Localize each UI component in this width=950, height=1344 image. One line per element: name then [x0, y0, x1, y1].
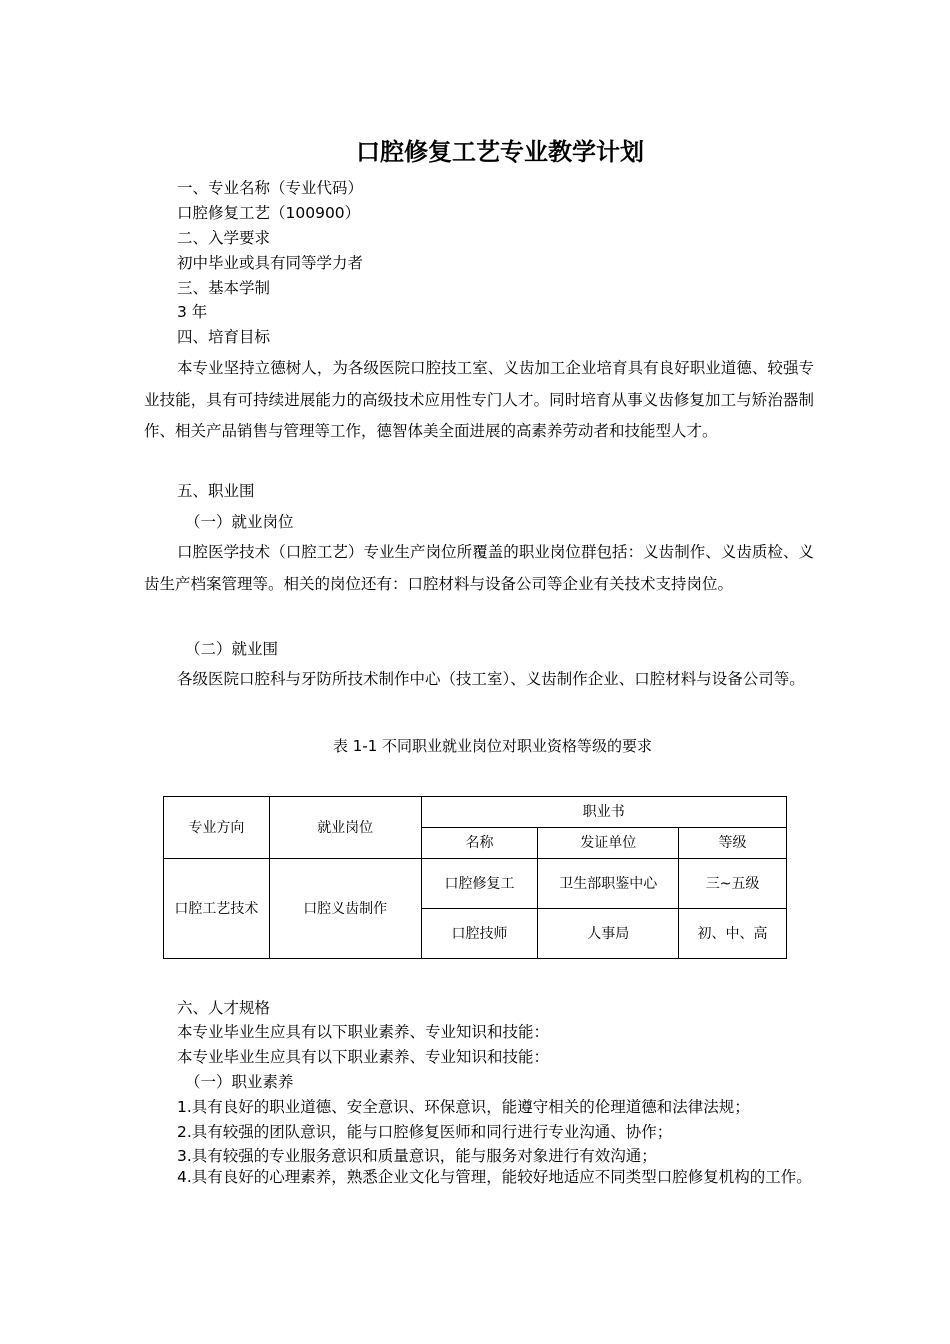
- section-5-heading: 五、职业围: [177, 482, 255, 500]
- table-row: [164, 859, 787, 909]
- header-name: 名称: [421, 828, 538, 859]
- header-post: 就业岗位: [269, 797, 421, 859]
- header-issuer: 发证单位: [538, 828, 679, 859]
- section-3-value: 3 年: [177, 303, 208, 321]
- cell-cert-issuer: 人事局: [538, 909, 679, 959]
- header-level: 等级: [679, 828, 787, 859]
- section-4-paragraph: 本专业坚持立德树人，为各级医院口腔技工室、义齿加工企业培育具有良好职业道德、较强专业技能，具有可持续进展能力的高级技术应用性专门人才。同时培育从事义齿修复加工与矫治器制作、相关产品销售与管理等工作，德智体美全面进展的高素养劳动者和技能型人才。: [144, 359, 814, 440]
- header-direction: 专业方向: [164, 797, 270, 859]
- section-5-sub-1: （一）就业岗位: [185, 513, 294, 531]
- header-certificate: 职业书: [421, 797, 786, 828]
- requirements-table: [163, 796, 787, 959]
- cell-cert-issuer: 卫生部职鉴中心: [538, 859, 679, 909]
- section-6-heading: 六、人才规格: [177, 999, 271, 1017]
- section-1-heading: 一、专业名称（专业代码）: [177, 179, 364, 197]
- cell-cert-level: 初、中、高: [679, 909, 787, 959]
- section-6-intro-1: 本专业毕业生应具有以下职业素养、专业知识和技能：: [177, 1023, 550, 1041]
- section-5-sub-2: （二）就业围: [185, 640, 279, 658]
- section-5-paragraph-2: 各级医院口腔科与牙防所技术制作中心（技工室）、义齿制作企业、口腔材料与设备公司等。: [177, 670, 805, 688]
- section-4-heading: 四、培育目标: [177, 328, 271, 346]
- cell-cert-name: 口腔技师: [421, 909, 538, 959]
- section-5-paragraph-1: 口腔医学技术（口腔工艺）专业生产岗位所覆盖的职业岗位群包括：义齿制作、义齿质检、义齿生产档案管理等。相关的岗位还有：口腔材料与设备公司等企业有关技术支持岗位。: [144, 543, 814, 593]
- list-item: 1.具有良好的职业道德、安全意识、环保意识，能遵守相关的伦理道德和法律法规；: [177, 1098, 750, 1116]
- section-6-intro-2: 本专业毕业生应具有以下职业素养、专业知识和技能：: [177, 1048, 550, 1066]
- cell-post: 口腔义齿制作: [269, 859, 421, 959]
- cell-direction: 口腔工艺技术: [164, 859, 270, 959]
- list-item: 4.具有良好的心理素养，熟悉企业文化与管理，能较好地适应不同类型口腔修复机构的工作。: [177, 1168, 812, 1186]
- table-header-row: [164, 797, 787, 828]
- cell-cert-name: 口腔修复工: [421, 859, 538, 909]
- section-1-value: 口腔修复工艺（100900）: [177, 204, 361, 222]
- cell-cert-level: 三~五级: [679, 859, 787, 909]
- table-caption: 表 1-1 不同职业就业岗位对职业资格等级的要求: [332, 737, 653, 755]
- page-title: 口腔修复工艺专业教学计划: [356, 138, 644, 166]
- section-2-value: 初中毕业或具有同等学力者: [177, 254, 364, 272]
- section-3-heading: 三、基本学制: [177, 279, 271, 297]
- section-6-sub-1: （一）职业素养: [185, 1073, 294, 1091]
- section-2-heading: 二、入学要求: [177, 229, 271, 247]
- list-item: 3.具有较强的专业服务意识和质量意识，能与服务对象进行有效沟通；: [177, 1147, 657, 1165]
- list-item: 2.具有较强的团队意识，能与口腔修复医师和同行进行专业沟通、协作；: [177, 1123, 673, 1141]
